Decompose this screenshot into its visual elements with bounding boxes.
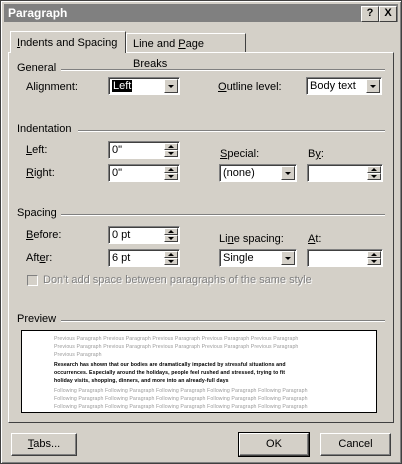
- after-input[interactable]: [108, 249, 180, 267]
- spin-down-icon[interactable]: [164, 173, 178, 180]
- dont-add-space-checkbox[interactable]: [27, 275, 38, 286]
- preview-following-line: Following Paragraph Following Paragraph Following Paragraph Following Paragraph Following Paragraph: [54, 404, 308, 410]
- before-label: Before:: [26, 229, 62, 241]
- spin-down-icon[interactable]: [164, 235, 178, 242]
- before-value: 0 pt: [112, 229, 131, 241]
- line-spacing-select[interactable]: [219, 249, 297, 267]
- tab-label: age Breaks: [133, 38, 204, 70]
- chevron-down-icon[interactable]: [164, 79, 178, 93]
- left-indent-input[interactable]: [108, 141, 180, 159]
- tab-line-and-page-breaks[interactable]: [126, 33, 246, 70]
- special-select[interactable]: [219, 164, 297, 182]
- tab-indents-and-spacing[interactable]: [10, 31, 126, 53]
- spin-up-icon[interactable]: [164, 143, 178, 150]
- outline-level-label: Outline level:: [218, 81, 282, 93]
- preview-previous-line: Previous Paragraph: [54, 352, 102, 358]
- spin-up-icon[interactable]: [367, 251, 381, 258]
- after-label: After:: [26, 252, 53, 264]
- preview-current-line: holiday visits, shopping, dinners, and more into an already-full days: [54, 378, 229, 384]
- tabs-button[interactable]: Tabs...: [11, 433, 77, 456]
- tab-label: ndents and Spacing: [20, 37, 118, 49]
- spin-up-icon[interactable]: [367, 166, 381, 173]
- chevron-down-icon[interactable]: [366, 79, 380, 93]
- by-input[interactable]: [307, 164, 383, 182]
- spin-up-icon[interactable]: [164, 166, 178, 173]
- special-label: Special:: [220, 148, 260, 160]
- group-heading-indentation: Indentation: [17, 123, 75, 135]
- by-label: By:: [308, 148, 324, 160]
- cancel-button[interactable]: Cancel: [320, 433, 391, 456]
- ok-button[interactable]: OK: [239, 433, 309, 456]
- right-indent-label: Right:: [26, 167, 55, 179]
- preview-current-line: occurrences. Especially around the holidays, people feel rushed and stressed, trying to fit: [54, 370, 286, 376]
- line-spacing-label: Line spacing:: [219, 233, 284, 245]
- group-divider: [78, 130, 385, 132]
- right-indent-input[interactable]: [108, 164, 180, 182]
- tab-mnemonic: I: [17, 37, 21, 49]
- spin-down-icon[interactable]: [367, 173, 381, 180]
- chevron-down-icon[interactable]: [281, 166, 295, 180]
- special-value: (none): [223, 167, 255, 179]
- group-heading-preview: Preview: [17, 313, 60, 325]
- tab-mnemonic: P: [178, 38, 186, 50]
- right-indent-value: 0": [112, 167, 123, 179]
- dialog-title: Paragraph: [8, 6, 68, 20]
- dont-add-space-label: Don't add space between paragraphs of the same style: [43, 274, 312, 286]
- title-bar[interactable]: [4, 4, 398, 22]
- at-input[interactable]: [307, 249, 383, 267]
- spin-up-icon[interactable]: [164, 228, 178, 235]
- group-heading-general: General: [17, 62, 60, 74]
- outline-level-value: Body text: [310, 80, 356, 92]
- alignment-value: Left: [113, 80, 132, 92]
- spin-down-icon[interactable]: [164, 150, 178, 157]
- group-divider: [61, 69, 385, 71]
- alignment-select[interactable]: [108, 77, 180, 95]
- preview-previous-line: Previous Paragraph Previous Paragraph Previous Paragraph Previous Paragraph Previous Paragraph: [54, 344, 299, 350]
- paragraph-preview: [21, 330, 377, 413]
- alignment-label: Alignment:: [26, 81, 78, 93]
- left-indent-label: Left:: [26, 144, 48, 156]
- line-spacing-value: Single: [223, 252, 254, 264]
- preview-following-line: Following Paragraph Following Paragraph Following Paragraph Following Paragraph Following Paragraph: [54, 396, 308, 402]
- at-label: At:: [308, 233, 322, 245]
- before-input[interactable]: [108, 226, 180, 244]
- preview-current-line: Research has shown that our bodies are dramatically impacted by stressful situations and: [54, 362, 286, 368]
- preview-previous-line: Previous Paragraph Previous Paragraph Previous Paragraph Previous Paragraph Previous Paragraph: [54, 336, 299, 342]
- preview-following-line: Following Paragraph Following Paragraph Following Paragraph Following Paragraph Following Paragraph: [54, 388, 308, 394]
- group-heading-spacing: Spacing: [17, 207, 61, 219]
- outline-level-select[interactable]: [306, 77, 382, 95]
- close-button[interactable]: X: [379, 6, 397, 22]
- help-button[interactable]: ?: [361, 6, 379, 22]
- group-divider: [61, 320, 385, 322]
- tab-label-pre: Line and: [133, 38, 179, 50]
- left-indent-value: 0": [112, 144, 123, 156]
- chevron-down-icon[interactable]: [281, 251, 295, 265]
- spin-down-icon[interactable]: [367, 258, 381, 265]
- spin-up-icon[interactable]: [164, 251, 178, 258]
- group-divider: [61, 214, 385, 216]
- spin-down-icon[interactable]: [164, 258, 178, 265]
- after-value: 6 pt: [112, 252, 131, 264]
